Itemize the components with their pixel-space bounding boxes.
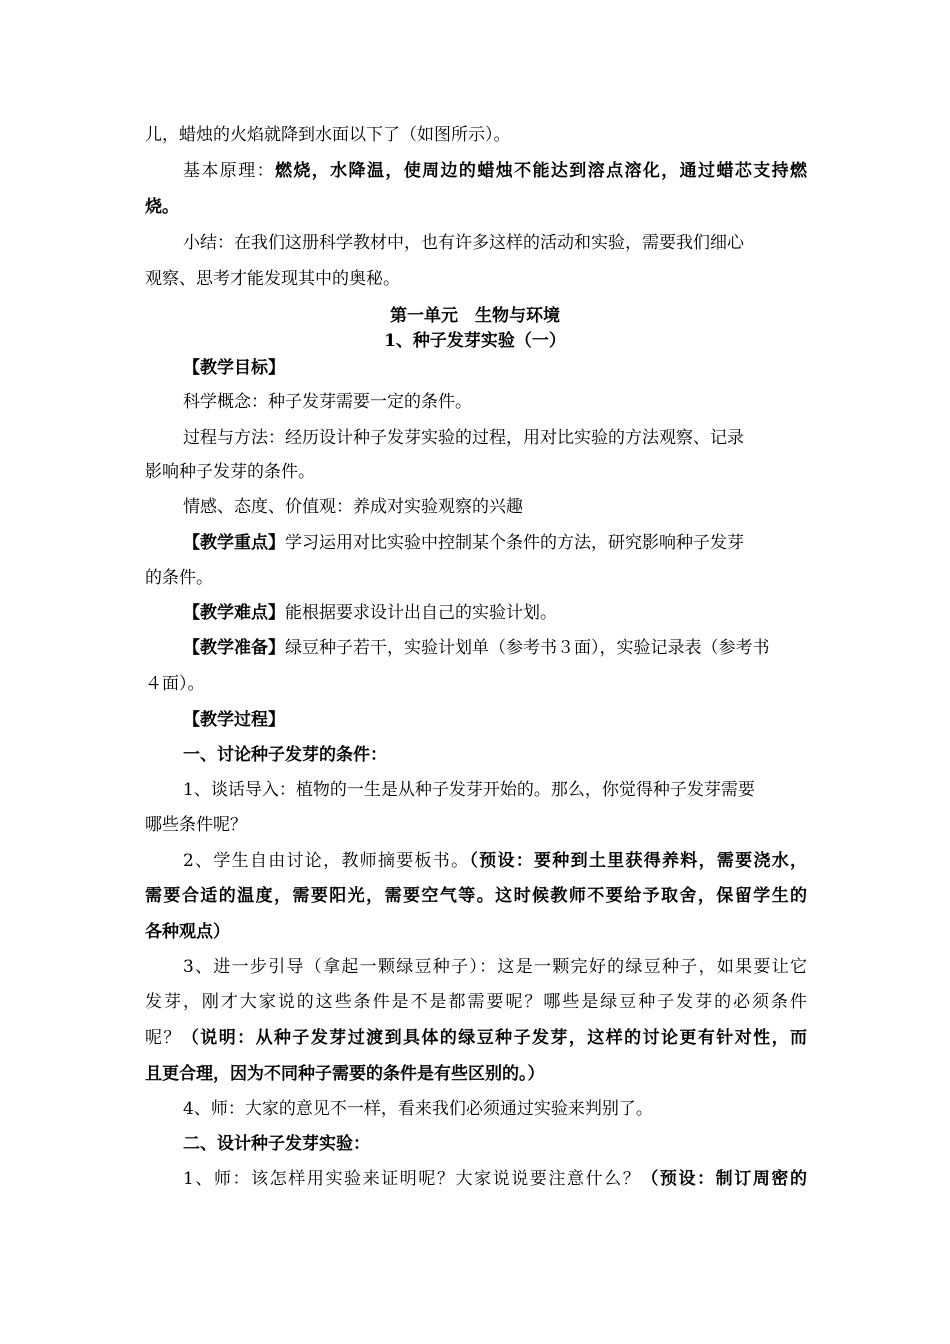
item-3-note: （说明：从种子发芽过渡到具体的绿豆种子发芽，这样的讨论更有针对性，而 [181, 1028, 808, 1048]
item-3-text: 呢？ [145, 1028, 182, 1048]
principle-line-2: 烧。 [145, 197, 179, 217]
summary-line-1: 小结：在我们这册科学教材中，也有许多这样的活动和实验，需要我们细心 [183, 233, 744, 253]
key-point-line-2: 的条件。 [145, 568, 213, 588]
item-3-line-3 [145, 1026, 807, 1050]
item-4-line: 4、师：大家的意见不一样，看来我们必须通过实验来判别了。 [183, 1099, 653, 1119]
process-heading: 【教学过程】 [183, 710, 285, 730]
goals-process-line-1: 过程与方法：经历设计种子发芽实验的过程，用对比实验的方法观察、记录 [183, 428, 744, 448]
item-2-line-1 [183, 849, 807, 873]
item-3-line-4: 且更合理，因为不同种子需要的条件是有些区别的。） [145, 1064, 545, 1084]
lesson-title: 1、种子发芽实验（一） [384, 331, 566, 351]
item-1-line-1: 1、谈话导入：植物的一生是从种子发芽开始的。那么，你觉得种子发芽需要 [183, 780, 755, 800]
item-2-note: （预设：要种到土里获得养料，需要浇水， [469, 851, 807, 871]
item-3-line-1: 3、进一步引导（拿起一颗绿豆种子）：这是一颗完好的绿豆种子，如果要让它 [183, 957, 807, 977]
difficulty-label: 【教学难点】 [183, 603, 285, 623]
goals-heading: 【教学目标】 [183, 358, 285, 378]
section-2-heading: 二、设计种子发芽实验： [183, 1134, 370, 1154]
key-point-line-1 [183, 531, 744, 555]
summary-line-2: 观察、思考才能发现其中的奥秘。 [145, 269, 400, 289]
item-1-line-2: 哪些条件呢？ [145, 815, 247, 835]
goals-process-line-2: 影响种子发芽的条件。 [145, 462, 315, 482]
item-2-text: 2、学生自由讨论，教师摘要板书。 [183, 851, 470, 871]
difficulty-line [183, 601, 557, 625]
unit-title: 第一单元 生物与环境 [390, 306, 560, 326]
item-3-line-2: 发芽，刚才大家说的这些条件是不是都需要呢？哪些是绿豆种子发芽的必须条件 [145, 992, 807, 1012]
preparation-line-2: ４面）。 [145, 674, 205, 694]
key-point-text: 学习运用对比实验中控制某个条件的方法，研究影响种子发芽 [285, 533, 744, 553]
preparation-text: 绿豆种子若干，实验计划单（参考书３面），实验记录表（参考书 [285, 638, 770, 658]
section-1-heading: 一、讨论种子发芽的条件： [183, 745, 387, 765]
difficulty-text: 能根据要求设计出自己的实验计划。 [285, 603, 557, 623]
principle-label: 基本原理： [183, 161, 275, 181]
principle-text: 燃烧，水降温，使周边的蜡烛不能达到溶点溶化，通过蜡芯支持燃 [274, 161, 808, 181]
goals-concept: 科学概念：种子发芽需要一定的条件。 [183, 392, 472, 412]
item-5-note: （预设：制订周密的 [641, 1169, 807, 1189]
preparation-line-1 [183, 636, 770, 660]
key-point-label: 【教学重点】 [183, 533, 285, 553]
item-2-line-2: 需要合适的温度，需要阳光，需要空气等。这时候教师不要给予取舍，保留学生的 [145, 886, 807, 906]
preparation-label: 【教学准备】 [183, 638, 285, 658]
item-2-line-3: 各种观点） [145, 922, 230, 942]
intro-line-1: 儿，蜡烛的火焰就降到水面以下了（如图所示）。 [145, 125, 511, 145]
principle-line-1 [183, 159, 807, 183]
item-5-line-1 [183, 1167, 807, 1191]
goals-attitude: 情感、态度、价值观：养成对实验观察的兴趣 [183, 497, 523, 517]
item-5-text: 1、师：该怎样用实验来证明呢？大家说说要注意什么？ [183, 1169, 642, 1189]
